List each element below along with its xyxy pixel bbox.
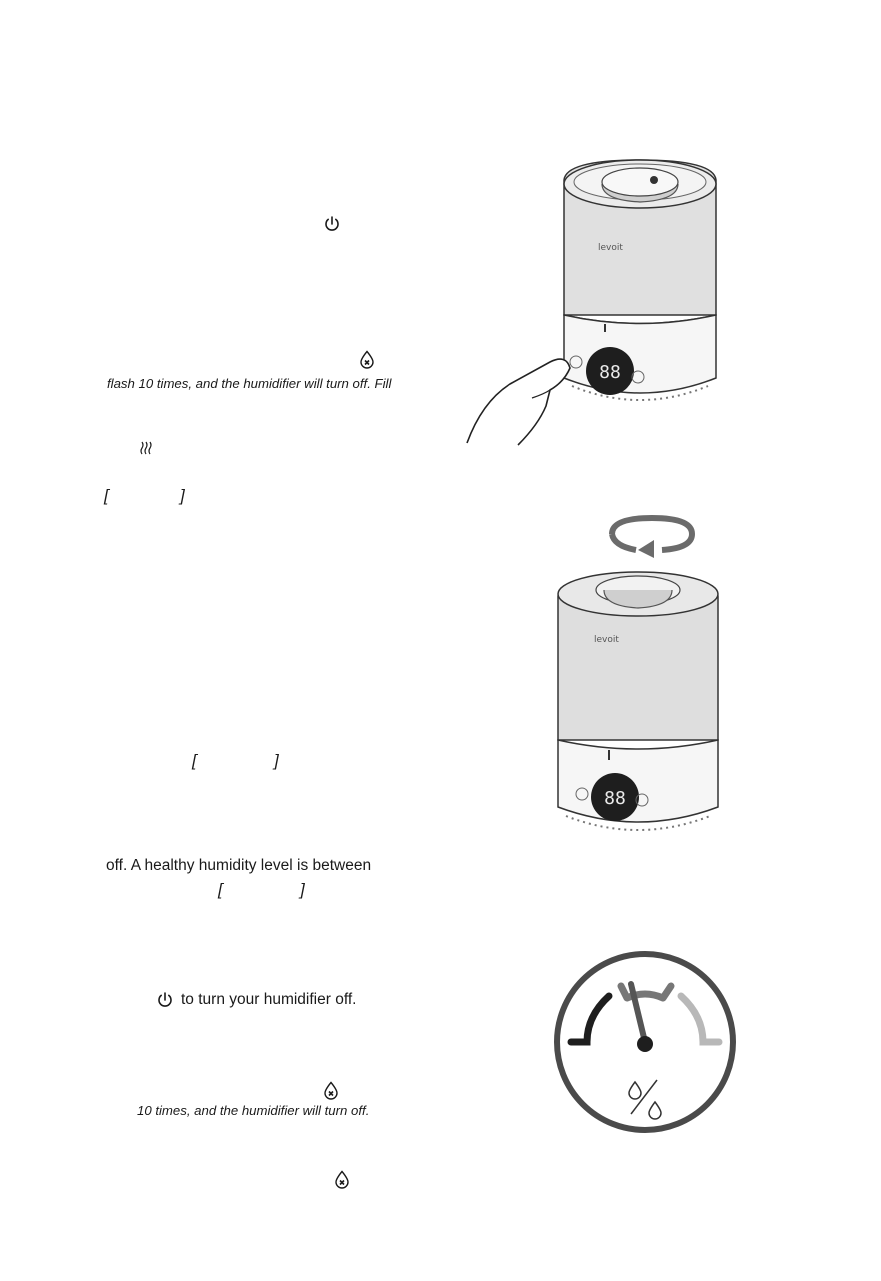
- humidifier-rotate-illustration: [556, 562, 721, 840]
- flash-fill-line: flash 10 times, and the humidifier will turn off. Fill: [107, 376, 392, 391]
- turn-off-line: to turn your humidifier off.: [181, 991, 357, 1008]
- bracket-open-2: [: [192, 751, 197, 770]
- ten-times-line: 10 times, and the humidifier will turn off.: [137, 1103, 370, 1118]
- display-digits: 88: [599, 362, 621, 383]
- power-icon: [156, 991, 174, 1009]
- bracket-open-3: [: [218, 880, 223, 899]
- healthy-humidity-line: off. A healthy humidity level is between: [106, 857, 372, 874]
- no-water-icon: [334, 1170, 350, 1189]
- bracket-close-2: ]: [274, 751, 279, 770]
- power-icon: [323, 215, 341, 233]
- brand-logo: levoit: [594, 635, 619, 645]
- bracket-close-3: ]: [300, 880, 305, 899]
- no-water-icon: [359, 350, 375, 369]
- bracket-close-1: ]: [180, 486, 185, 505]
- rotate-arrow-icon: [606, 512, 698, 558]
- mist-icon: [140, 441, 154, 455]
- percent-symbol: %: [644, 1130, 646, 1131]
- no-water-icon: [323, 1081, 339, 1100]
- bracket-open-1: [: [104, 486, 109, 505]
- humidifier-press-illustration: [462, 150, 722, 450]
- humidity-gauge: [553, 950, 737, 1134]
- display-digits: 88: [604, 788, 626, 809]
- brand-logo: levoit: [598, 243, 623, 253]
